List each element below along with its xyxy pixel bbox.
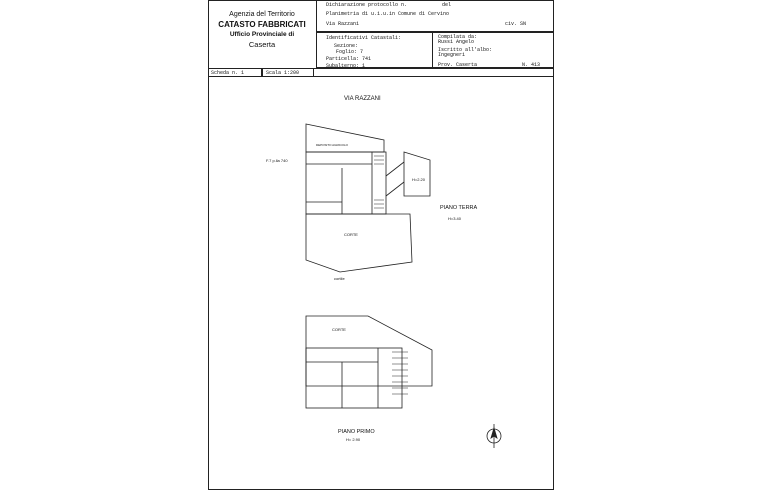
registered-label: Iscritto all'albo: [438, 47, 493, 53]
agency-name: Agenzia del Territorio [229, 11, 295, 18]
catasto-title: CATASTO FABBRICATI [218, 20, 306, 29]
piano-terra-label: PIANO TERRA [440, 205, 478, 211]
protocol-label: Dichiarazione protocollo n. [326, 2, 408, 8]
cortile-label: cortile [334, 276, 345, 281]
corte-label: CORTE [344, 232, 358, 237]
piano-primo-label: PIANO PRIMO [338, 429, 375, 435]
corte-primo-outline [306, 316, 432, 386]
address: Via Razzani [326, 21, 360, 27]
compiled-by-label: Compilata da: [438, 34, 478, 40]
register-number: N. 413 [522, 62, 541, 68]
ufficio-label: Ufficio Provinciale di [229, 31, 295, 38]
compiler-name: Russi Angelo [438, 39, 475, 45]
corte-outline [306, 214, 412, 272]
deposito-outline [306, 124, 384, 152]
h220-label: H=2.20 [412, 177, 426, 182]
register-name: Ingegneri [438, 52, 466, 58]
planimetria-label: Planimetria di u.i.u.in Comune di Cervino [326, 11, 450, 17]
identifiers-title: Identificativi Catastali: [326, 35, 402, 41]
province-name: Caserta [248, 40, 276, 49]
particella-ref: F.7 p.lla 740 [266, 158, 288, 163]
scheda-number: Scheda n. 1 [211, 70, 245, 76]
civic-number: civ. SN [505, 21, 527, 27]
street-label: VIA RAZZANI [344, 96, 381, 102]
ground-floor-outline [306, 152, 386, 214]
h-terra-label: H=3.40 [448, 216, 462, 221]
first-floor-outline [306, 348, 402, 408]
subalterno: Subalterno: 1 [326, 63, 366, 69]
deposito-label: DEPOSITO AGRICOLO [316, 143, 348, 147]
sezione: Sezione: [334, 43, 359, 49]
protocol-del: del [442, 2, 452, 8]
scale: Scala 1:200 [266, 70, 300, 76]
province-ref: Prov. Caserta [438, 62, 478, 68]
room-h220-outline [404, 152, 430, 196]
corte-primo-label: CORTE [332, 327, 346, 332]
particella: Particella: 741 [326, 56, 372, 62]
foglio: Foglio: 7 [336, 49, 364, 55]
h-primo-label: H= 2.90 [346, 437, 361, 442]
